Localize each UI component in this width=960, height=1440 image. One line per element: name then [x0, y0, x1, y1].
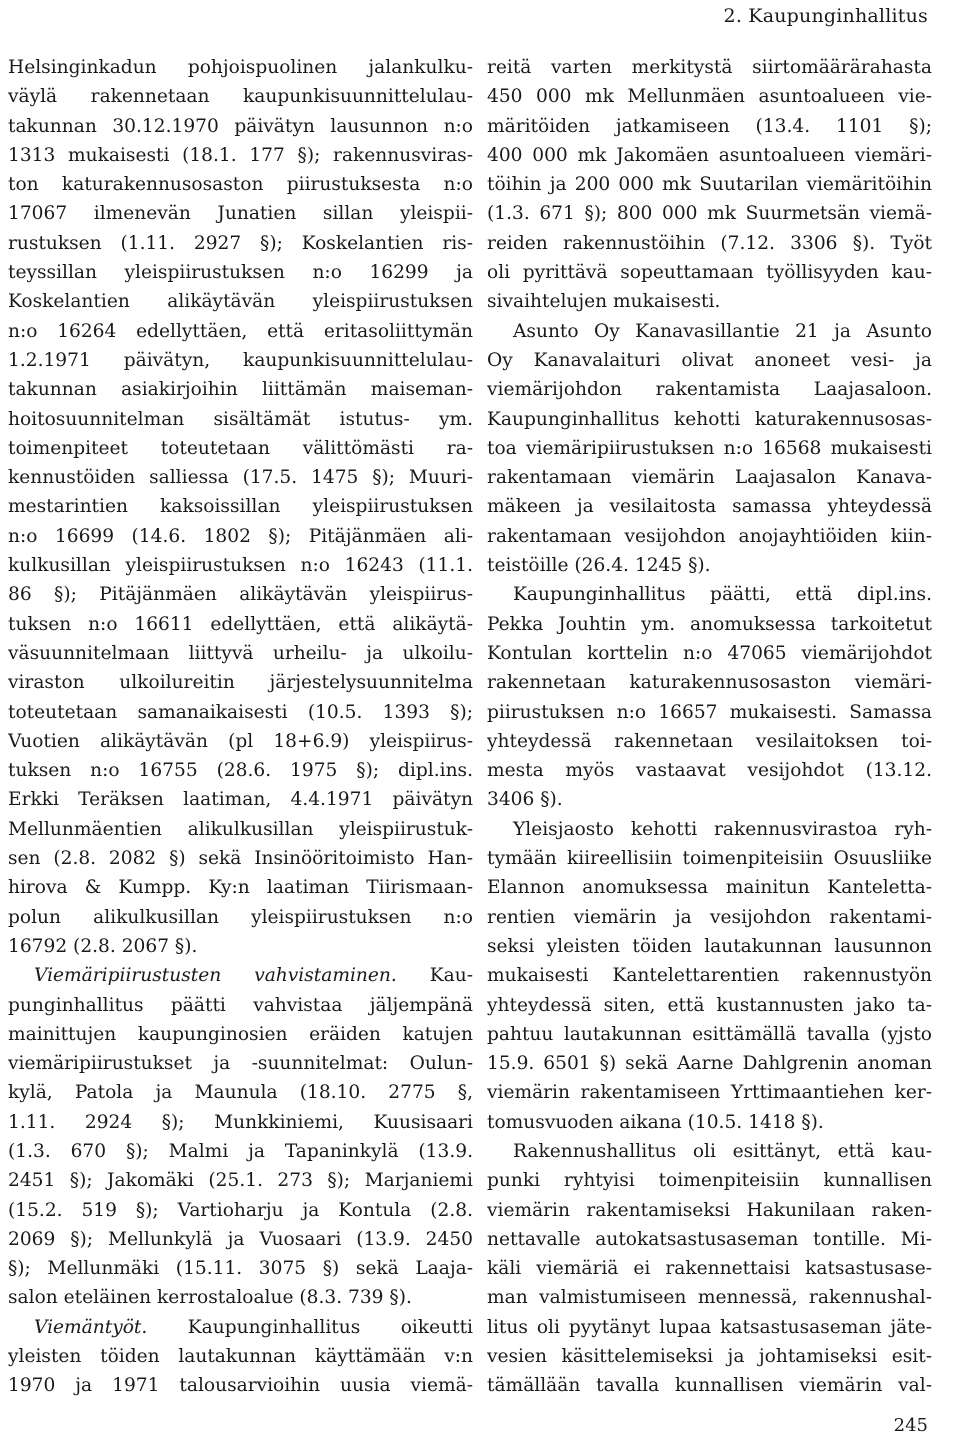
- text-line: viraston ulkoilureitin järjestelysuunnitelma: [8, 672, 473, 694]
- text-line: käli viemäriä ei rakennettaisi katsastusase-: [487, 1258, 932, 1280]
- text-line: töihin ja 200 000 mk Suutarilan viemäritöihin: [487, 174, 932, 196]
- text-line: Elannon anomuksessa mainitun Kanteletta-: [487, 877, 932, 899]
- text-line: mesta myös vastaavat vesijohdot (13.12.: [487, 760, 932, 782]
- text-line: yhteydessä siten, että kustannusten jako ta-: [487, 994, 932, 1016]
- text-line: oli pyrittävä sopeuttamaan työllisyyden kau-: [487, 262, 932, 284]
- text-line: 2069 §); Mellunkylä ja Vuosaari (13.9. 2450: [8, 1228, 473, 1250]
- text-line: punki ryhtyisi toimenpiteisiin kunnallisen: [487, 1170, 932, 1192]
- text-line: 1970 ja 1971 talousarvioihin uusia viemä-: [8, 1375, 473, 1397]
- text-line: salon eteläinen kerrostaloalue (8.3. 739 §).: [8, 1287, 412, 1309]
- text-line: 1.11. 2924 §); Munkkiniemi, Kuusisaari: [8, 1111, 473, 1133]
- text-line: (1.3. 671 §); 800 000 mk Suurmetsän viemä-: [487, 203, 932, 225]
- text-line: pahtuu lautakunnan esittämällä tavalla (yjsto: [487, 1023, 932, 1045]
- text-line: tämällään tavalla kunnallisen viemärin val-: [487, 1375, 932, 1397]
- page-number: 245: [893, 1415, 928, 1436]
- text-line: rustuksen (1.11. 2927 §); Koskelantien ris-: [8, 232, 473, 254]
- text-line: Kaupunginhallitus kehotti katurakennusosas-: [487, 408, 932, 430]
- text-line: mukaisesti Kantelettarentien rakennustyön: [487, 965, 932, 987]
- text-line: 2451 §); Jakomäki (25.1. 273 §); Marjaniemi: [8, 1170, 473, 1192]
- text-line: tuksen n:o 16755 (28.6. 1975 §); dipl.ins.: [8, 760, 473, 782]
- text-line: mäkeen ja vesilaitosta samassa yhteydessä: [487, 496, 932, 518]
- text-line: teyssillan yleispiirustuksen n:o 16299 ja: [8, 262, 473, 284]
- text-line: piirustuksen n:o 16657 mukaisesti. Samassa: [487, 701, 932, 723]
- text-line: viemärijohdon rakentamista Laajasaloon.: [487, 379, 932, 401]
- text-line: sen (2.8. 2082 §) sekä Insinööritoimisto Han-: [8, 848, 473, 870]
- text-line: viemäripiirustukset ja -suunnitelmat: Oulun-: [8, 1053, 473, 1075]
- text-line: Koskelantien alikäytävän yleispiirustuksen: [8, 291, 473, 313]
- text-line: rakentamaan vesijohdon anojayhtiöiden kiin-: [487, 525, 932, 547]
- text-line: vesien käsittelemiseksi ja johtamiseksi esit-: [487, 1346, 932, 1368]
- text-line: n:o 16264 edellyttäen, että eritasoliittymän: [8, 320, 473, 342]
- text-line: viemärin rakentamiseksi Hakunilaan raken-: [487, 1199, 932, 1221]
- text-line: väsuunnitelmaan liittyvä urheilu- ja ulkoilu-: [8, 642, 473, 664]
- text-line: [8, 1313, 473, 1342]
- text-line: takunnan 30.12.1970 päivätyn lausunnon n:o: [8, 115, 473, 137]
- text-line: toa viemäripiirustuksen n:o 16568 mukaisesti: [487, 437, 932, 459]
- text-line: Yleisjaosto kehotti rakennusvirastoa ryh-: [513, 818, 932, 840]
- text-line: seksi yleisten töiden lautakunnan lausunnon: [487, 935, 932, 957]
- text-line: viemärin rakentamiseen Yrttimaantiehen ker-: [487, 1082, 932, 1104]
- text-line: (1.3. 670 §); Malmi ja Tapaninkylä (13.9.: [8, 1140, 473, 1162]
- text-line: väylä rakennetaan kaupunkisuunnittelulau-: [8, 86, 473, 108]
- text-line: Kaupunginhallitus päätti, että dipl.ins.: [513, 584, 932, 606]
- text-line: kulkusillan yleispiirustuksen n:o 16243 (11.1.: [8, 555, 473, 577]
- text-line: n:o 16699 (14.6. 1802 §); Pitäjänmäen ali-: [8, 525, 473, 547]
- text-line: (15.2. 519 §); Vartioharju ja Kontula (2.8.: [8, 1199, 473, 1221]
- text-line: ton katurakennusosaston piirustuksesta n:o: [8, 174, 473, 196]
- text-line: 450 000 mk Mellunmäen asuntoalueen vie-: [487, 86, 932, 108]
- text-line: hoitosuunnitelman sisältämät istutus- ym.: [8, 408, 473, 430]
- text-line: tymään kiireellisiin toimenpiteisiin Osuusliike: [487, 848, 932, 870]
- text-line: 1313 mukaisesti (18.1. 177 §); rakennusviras-: [8, 144, 473, 166]
- text-line: 17067 ilmenevän Junatien sillan yleispii-: [8, 203, 473, 225]
- text-line: 3406 §).: [487, 789, 563, 811]
- text-line: hirova & Kumpp. Ky:n laatiman Tiirismaan-: [8, 877, 473, 899]
- text-line: mainittujen kaupunginosien eräiden katujen: [8, 1023, 473, 1045]
- text-line: Vuotien alikäytävän (pl 18+6.9) yleispiirus-: [8, 730, 473, 752]
- section-heading: Viemäripiirustusten vahvistaminen.: [34, 965, 397, 987]
- text-line: rakentamaan viemärin Laajasalon Kanava-: [487, 467, 932, 489]
- text-line: 86 §); Pitäjänmäen alikäytävän yleispiirus-: [8, 584, 473, 606]
- text-line: 16792 (2.8. 2067 §).: [8, 935, 198, 957]
- text-line: Helsinginkadun pohjoispuolinen jalankulku-: [8, 57, 473, 78]
- text-line: rentien viemärin ja vesijohdon rakentami-: [487, 906, 932, 928]
- text-line: 15.9. 6501 §) sekä Aarne Dahlgrenin anoman: [487, 1053, 932, 1075]
- text-line: litus oli pyytänyt lupaa katsastusaseman jäte-: [487, 1316, 932, 1338]
- right-text-column: [487, 53, 932, 1401]
- text-line: Mellunmäentien alikulkusillan yleispiirustuk-: [8, 818, 473, 840]
- text-line: teistöille (26.4. 1245 §).: [487, 555, 711, 577]
- text-line: man valmistumiseen mennessä, rakennushal-: [487, 1287, 932, 1309]
- text-line: märitöiden jatkamiseen (13.4. 1101 §);: [487, 115, 932, 137]
- text-line: tuksen n:o 16611 edellyttäen, että alikäytä-: [8, 613, 473, 635]
- left-text-column: [8, 53, 473, 1401]
- text-line: 1.2.1971 päivätyn, kaupunkisuunnittelulau-: [8, 349, 473, 371]
- text-line: Asunto Oy Kanavasillantie 21 ja Asunto: [513, 320, 932, 342]
- text-line: nettavalle autokatsastusaseman tontille. Mi-: [487, 1228, 932, 1250]
- text-line: kylä, Patola ja Maunula (18.10. 2775 §,: [8, 1082, 473, 1104]
- text-line: rakennetaan katurakennusosaston viemäri-: [487, 672, 932, 694]
- text-line: reitä varten merkitystä siirtomäärärahasta: [487, 57, 932, 78]
- text-line: Oy Kanavalaituri olivat anoneet vesi- ja: [487, 349, 932, 371]
- text-line: toimenpiteet toteutetaan välittömästi ra-: [8, 437, 473, 459]
- text-line: [8, 961, 473, 990]
- text-line: yhteydessä rakennetaan vesilaitoksen toi-: [487, 730, 932, 752]
- text-line: Rakennushallitus oli esittänyt, että kau-: [513, 1140, 932, 1162]
- text-line: sivaihtelujen mukaisesti.: [487, 291, 721, 313]
- text-line: tomusvuoden aikana (10.5. 1418 §).: [487, 1111, 824, 1133]
- running-head: 2. Kaupunginhallitus: [723, 5, 928, 27]
- text-line: mestarintien kaksoissillan yleispiirustuksen: [8, 496, 473, 518]
- text-line: yleisten töiden lautakunnan käyttämään v:n: [8, 1346, 473, 1368]
- text-line: toteutetaan samanaikaisesti (10.5. 1393 §);: [8, 701, 473, 723]
- text-run: Kaupunginhallitus oikeutti: [147, 1316, 473, 1338]
- text-line: 400 000 mk Jakomäen asuntoalueen viemäri-: [487, 144, 932, 166]
- section-heading: Viemäntyöt.: [34, 1316, 148, 1338]
- text-line: Pekka Jouhtin ym. anomuksessa tarkoitetut: [487, 613, 932, 635]
- text-line: takunnan asiakirjoihin liittämän maiseman-: [8, 379, 473, 401]
- text-line: reiden rakennustöihin (7.12. 3306 §). Työt: [487, 232, 932, 254]
- text-line: Kontulan korttelin n:o 47065 viemärijohdot: [487, 642, 932, 664]
- text-line: punginhallitus päätti vahvistaa jäljempänä: [8, 994, 473, 1016]
- text-line: Erkki Teräksen laatiman, 4.4.1971 päivätyn: [8, 789, 473, 811]
- text-line: kennustöiden salliessa (17.5. 1475 §); Muuri-: [8, 467, 473, 489]
- text-line: polun alikulkusillan yleispiirustuksen n:o: [8, 906, 473, 928]
- text-run: Kau-: [396, 965, 473, 987]
- text-line: §); Mellunmäki (15.11. 3075 §) sekä Laaja-: [8, 1258, 473, 1280]
